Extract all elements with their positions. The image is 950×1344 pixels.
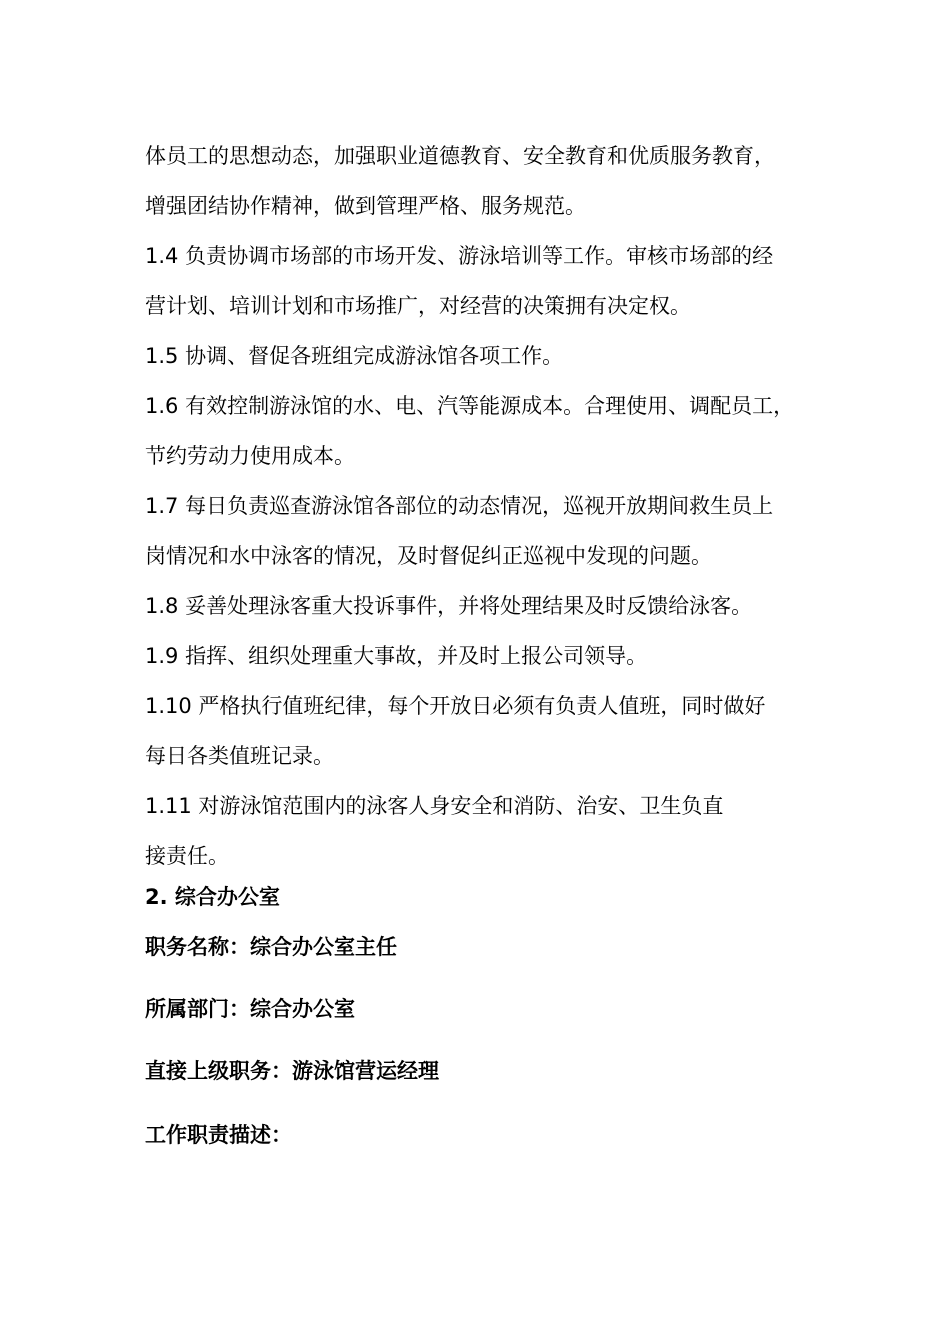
text-line: 体员工的思想动态，加强职业道德教育、安全教育和优质服务教育， <box>145 144 775 168</box>
text-line: 1.7 每日负责巡查游泳馆各部位的动态情况，巡视开放期间救生员上 <box>145 494 774 518</box>
text-line: 营计划、培训计划和市场推广，对经营的决策拥有决定权。 <box>145 294 691 318</box>
text-line: 1.5 协调、督促各班组完成游泳馆各项工作。 <box>145 344 564 368</box>
body-text <box>145 131 845 881</box>
section-number: 2. <box>145 885 168 909</box>
text-line: 接责任。 <box>145 844 229 868</box>
section-title: 综合办公室 <box>174 885 280 909</box>
job-title-field: 职务名称：综合办公室主任 <box>145 935 397 959</box>
superior-field: 直接上级职务：游泳馆营运经理 <box>145 1059 439 1083</box>
text-line: 1.8 妥善处理泳客重大投诉事件，并将处理结果及时反馈给泳客。 <box>145 594 753 618</box>
text-line: 1.11 对游泳馆范围内的泳客人身安全和消防、治安、卫生负直 <box>145 794 724 818</box>
text-line: 岗情况和水中泳客的情况，及时督促纠正巡视中发现的问题。 <box>145 544 712 568</box>
text-line: 每日各类值班记录。 <box>145 744 334 768</box>
text-line: 节约劳动力使用成本。 <box>145 444 355 468</box>
text-line: 1.10 严格执行值班纪律，每个开放日必须有负责人值班，同时做好 <box>145 694 766 718</box>
text-line: 1.4 负责协调市场部的市场开发、游泳培训等工作。审核市场部的经 <box>145 244 774 268</box>
text-line: 1.6 有效控制游泳馆的水、电、汽等能源成本。合理使用、调配员工， <box>145 394 795 418</box>
duties-heading: 工作职责描述： <box>145 1123 292 1147</box>
department-field: 所属部门：综合办公室 <box>145 997 355 1021</box>
section-heading <box>145 882 280 912</box>
text-line: 1.9 指挥、组织处理重大事故，并及时上报公司领导。 <box>145 644 648 668</box>
text-line: 增强团结协作精神，做到管理严格、服务规范。 <box>145 194 586 218</box>
